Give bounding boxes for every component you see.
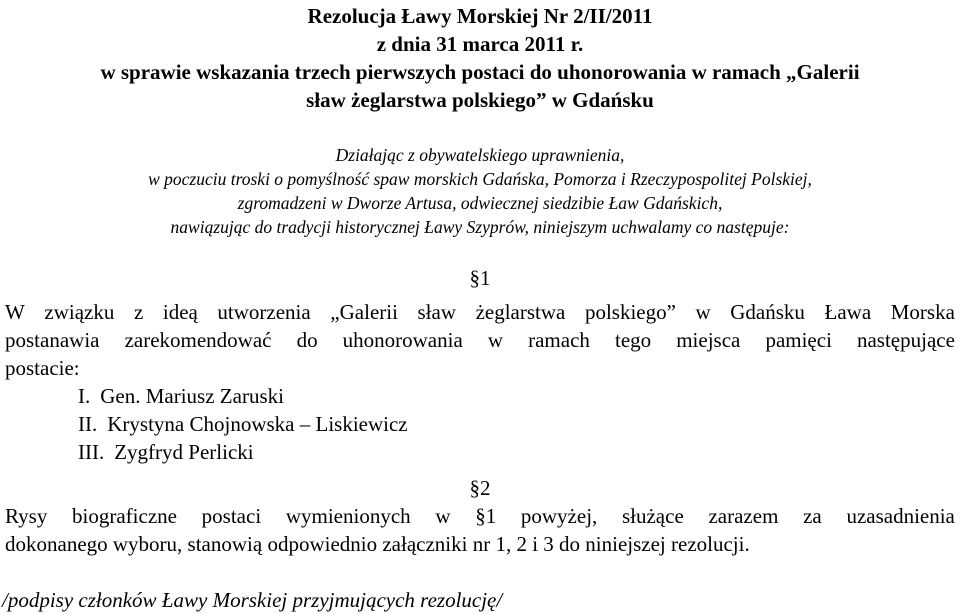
section-1-line-1-word: sław xyxy=(417,300,456,324)
section-sign-icon: § xyxy=(475,504,486,528)
section-1-line-2-word: miejsca xyxy=(676,328,741,352)
section-2-paragraph xyxy=(5,502,955,558)
section-2-heading xyxy=(0,474,960,502)
preamble-line-3: zgromadzeni w Dworze Artusa, odwiecznej siedzibie Ław Gdańskich, xyxy=(237,193,723,213)
document-date: z dnia 31 marca 2011 r. xyxy=(376,32,584,56)
section-1-line-1-word: Ława xyxy=(824,300,872,324)
section-1-number: 1 xyxy=(480,266,491,290)
section-1-line-1-word: Morska xyxy=(890,300,955,324)
document-subject-line-2: sław żeglarstwa polskiego” w Gdańsku xyxy=(306,88,654,112)
section-sign-icon: § xyxy=(469,266,480,290)
section-2-line-1-word: uzasadnienia xyxy=(846,504,955,528)
section-1-line-2-word: uhonorowania xyxy=(342,328,463,352)
section-1-heading xyxy=(0,264,960,292)
section-2-line-1 xyxy=(5,502,955,530)
section-1-line-1-word: w xyxy=(695,300,711,324)
section-1-line-1-word: „Galerii xyxy=(330,300,398,324)
section-2-line-1-word: Rysy xyxy=(5,504,48,528)
section-1-line-1-word: W xyxy=(5,300,25,324)
section-1-line-1-word: utworzenia xyxy=(217,300,311,324)
section-1-line-1 xyxy=(5,298,955,326)
document-subject-line-1: w sprawie wskazania trzech pierwszych postaci do uhonorowania w ramach „Galerii xyxy=(100,60,860,84)
section-2-line-1-word: postaci xyxy=(201,504,262,528)
section-2-line-1-word: powyżej, xyxy=(520,504,598,528)
section-1-line-1-word: żeglarstwa xyxy=(475,300,566,324)
preamble-line-1: Działając z obywatelskiego uprawnienia, xyxy=(335,145,625,165)
list-item-number: II. xyxy=(78,412,98,436)
preamble xyxy=(0,143,960,239)
section-2-line-1-word: wymienionych xyxy=(285,504,411,528)
list-item xyxy=(78,410,408,438)
section-1-line-2-word: zarekomendować xyxy=(124,328,272,352)
section-sign-icon: § xyxy=(469,476,480,500)
section-2-line-1-word: biograficzne xyxy=(72,504,177,528)
section-2-line-1-word: za xyxy=(803,504,822,528)
document-header xyxy=(0,2,960,114)
section-1-line-1-word: związku xyxy=(44,300,115,324)
section-2-line-1-word: służące xyxy=(621,504,684,528)
nominee-list xyxy=(78,382,408,466)
section-1-line-3: postacie: xyxy=(5,356,80,380)
list-item xyxy=(78,438,408,466)
section-1-line-2-word: ramach xyxy=(528,328,590,352)
preamble-line-4: nawiązując do tradycji historycznej Ławy Szyprów, niniejszym uchwalamy co następuje: xyxy=(170,217,790,237)
section-2-line-1-word: zarazem xyxy=(708,504,779,528)
section-1-line-2-word: postanawia xyxy=(5,328,100,352)
section-1-line-2 xyxy=(5,326,955,354)
list-item-text: Krystyna Chojnowska – Liskiewicz xyxy=(107,412,408,436)
section-1-line-1-word: Gdańsku xyxy=(730,300,805,324)
section-2-line-1-word: w xyxy=(435,504,451,528)
section-1-line-2-word: następujące xyxy=(856,328,955,352)
document-title: Rezolucja Ławy Morskiej Nr 2/II/2011 xyxy=(307,4,653,28)
signatures-note: /podpisy członków Ławy Morskiej przyjmujących rezolucję/ xyxy=(2,588,503,612)
list-item xyxy=(78,382,408,410)
section-2-number: 2 xyxy=(480,476,491,500)
section-1-line-2-word: do xyxy=(296,328,318,352)
section-1-line-2-word: tego xyxy=(614,328,652,352)
section-1-line-1-word: polskiego” xyxy=(584,300,676,324)
section-1-line-2-word: pamięci xyxy=(765,328,832,352)
section-1-line-1-word: z xyxy=(133,300,144,324)
list-item-number: III. xyxy=(78,440,105,464)
preamble-line-2: w poczuciu troski o pomyślność spaw morskich Gdańska, Pomorza i Rzeczypospolitej Polskiej, xyxy=(148,169,812,189)
list-item-number: I. xyxy=(78,384,91,408)
list-item-text: Zygfryd Perlicki xyxy=(114,440,254,464)
section-2-line-1-word: §1 xyxy=(475,504,497,528)
section-1-line-2-word: w xyxy=(487,328,504,352)
list-item-text: Gen. Mariusz Zaruski xyxy=(100,384,284,408)
section-1-paragraph xyxy=(5,298,955,382)
section-2-line-2: dokonanego wyboru, stanowią odpowiednio załączniki nr 1, 2 i 3 do niniejszej rezolucji. xyxy=(5,532,750,556)
section-1-line-1-word: ideą xyxy=(162,300,198,324)
